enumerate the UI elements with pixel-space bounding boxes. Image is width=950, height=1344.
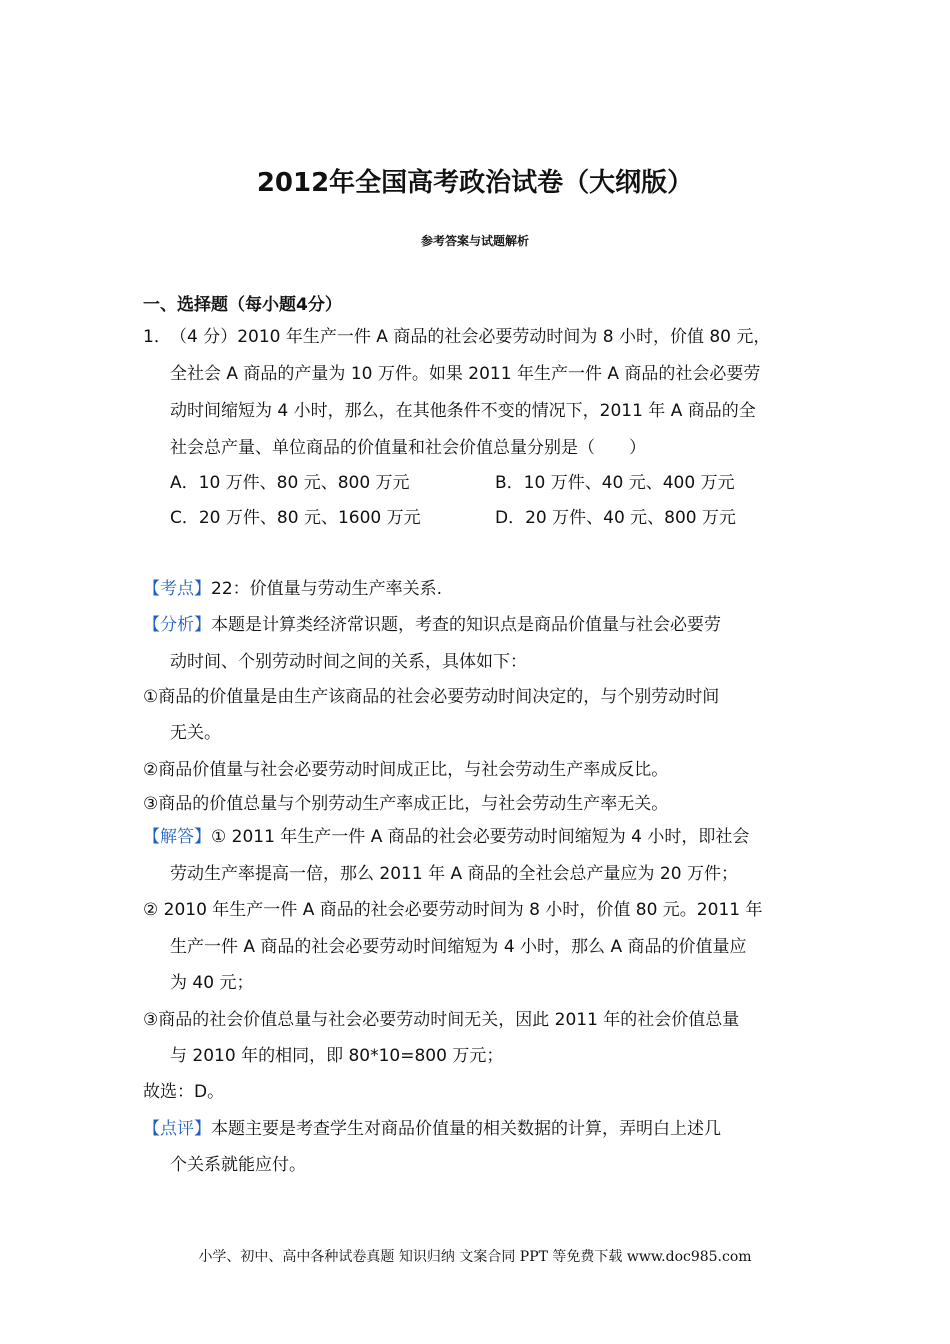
page-footer: 小学、初中、高中各种试卷真题 知识归纳 文案合同 PPT 等免费下载 www.doc985.com: [198, 1249, 752, 1265]
analysis-point: ①商品的价值量是由生产该商品的社会必要劳动时间决定的，与个别劳动时间: [143, 687, 720, 707]
jieda-tag: 【解答】: [143, 827, 211, 847]
option-d: D．20 万件、40 元、800 万元: [495, 508, 737, 528]
kaodian-tag: 【考点】: [143, 579, 211, 599]
jieda-text: ② 2010 年生产一件 A 商品的社会必要劳动时间为 8 小时，价值 80 元。2011 年: [143, 900, 763, 920]
question-number: 1．: [143, 327, 171, 347]
analysis-point: 无关。: [170, 723, 221, 743]
section-heading: 一、选择题（每小题4分）: [143, 295, 342, 315]
dianping-text: 本题主要是考查学生对商品价值量的相关数据的计算，弄明白上述几: [211, 1119, 721, 1139]
dianping-text: 个关系就能应付。: [170, 1155, 306, 1175]
dianping-line: [143, 1118, 721, 1140]
fenxi-tag: 【分析】: [143, 615, 211, 635]
page-title: 2012年全国高考政治试卷（大纲版）: [256, 168, 694, 198]
kaodian-text: 22：价值量与劳动生产率关系.: [211, 579, 443, 599]
jieda-line: [143, 826, 749, 848]
dianping-tag: 【点评】: [143, 1119, 211, 1139]
question-line: 社会总产量、单位商品的价值量和社会价值总量分别是（ ）: [170, 438, 646, 458]
fenxi-text: 动时间、个别劳动时间之间的关系，具体如下：: [170, 652, 527, 672]
jieda-text: 与 2010 年的相同，即 80*10=800 万元；: [170, 1046, 504, 1066]
jieda-text: 劳动生产率提高一倍，那么 2011 年 A 商品的全社会总产量应为 20 万件；: [170, 864, 738, 884]
question-line: 动时间缩短为 4 小时，那么，在其他条件不变的情况下，2011 年 A 商品的全: [170, 401, 756, 421]
option-b: B．10 万件、40 元、400 万元: [495, 473, 735, 493]
option-c: C．20 万件、80 元、1600 万元: [170, 508, 421, 528]
jieda-text: ③商品的社会价值总量与社会必要劳动时间无关，因此 2011 年的社会价值总量: [143, 1010, 740, 1030]
page-subtitle: 参考答案与试题解析: [420, 234, 529, 248]
fenxi-text: 本题是计算类经济常识题，考查的知识点是商品价值量与社会必要劳: [211, 615, 721, 635]
jieda-text: ① 2011 年生产一件 A 商品的社会必要劳动时间缩短为 4 小时，即社会: [211, 827, 750, 847]
answer-choice: 故选：D。: [143, 1082, 225, 1102]
analysis-point: ③商品的价值总量与个别劳动生产率成正比，与社会劳动生产率无关。: [143, 794, 669, 814]
kaodian-line: [143, 578, 442, 600]
jieda-text: 为 40 元；: [170, 973, 254, 993]
fenxi-line: [143, 614, 721, 636]
question-line: （4 分）2010 年生产一件 A 商品的社会必要劳动时间为 8 小时，价值 80 元，: [170, 327, 771, 347]
question-line: 全社会 A 商品的产量为 10 万件。如果 2011 年生产一件 A 商品的社会必要劳: [170, 364, 761, 384]
option-a: A．10 万件、80 元、800 万元: [170, 473, 410, 493]
analysis-point: ②商品价值量与社会必要劳动时间成正比，与社会劳动生产率成反比。: [143, 760, 669, 780]
jieda-text: 生产一件 A 商品的社会必要劳动时间缩短为 4 小时，那么 A 商品的价值量应: [170, 937, 747, 957]
